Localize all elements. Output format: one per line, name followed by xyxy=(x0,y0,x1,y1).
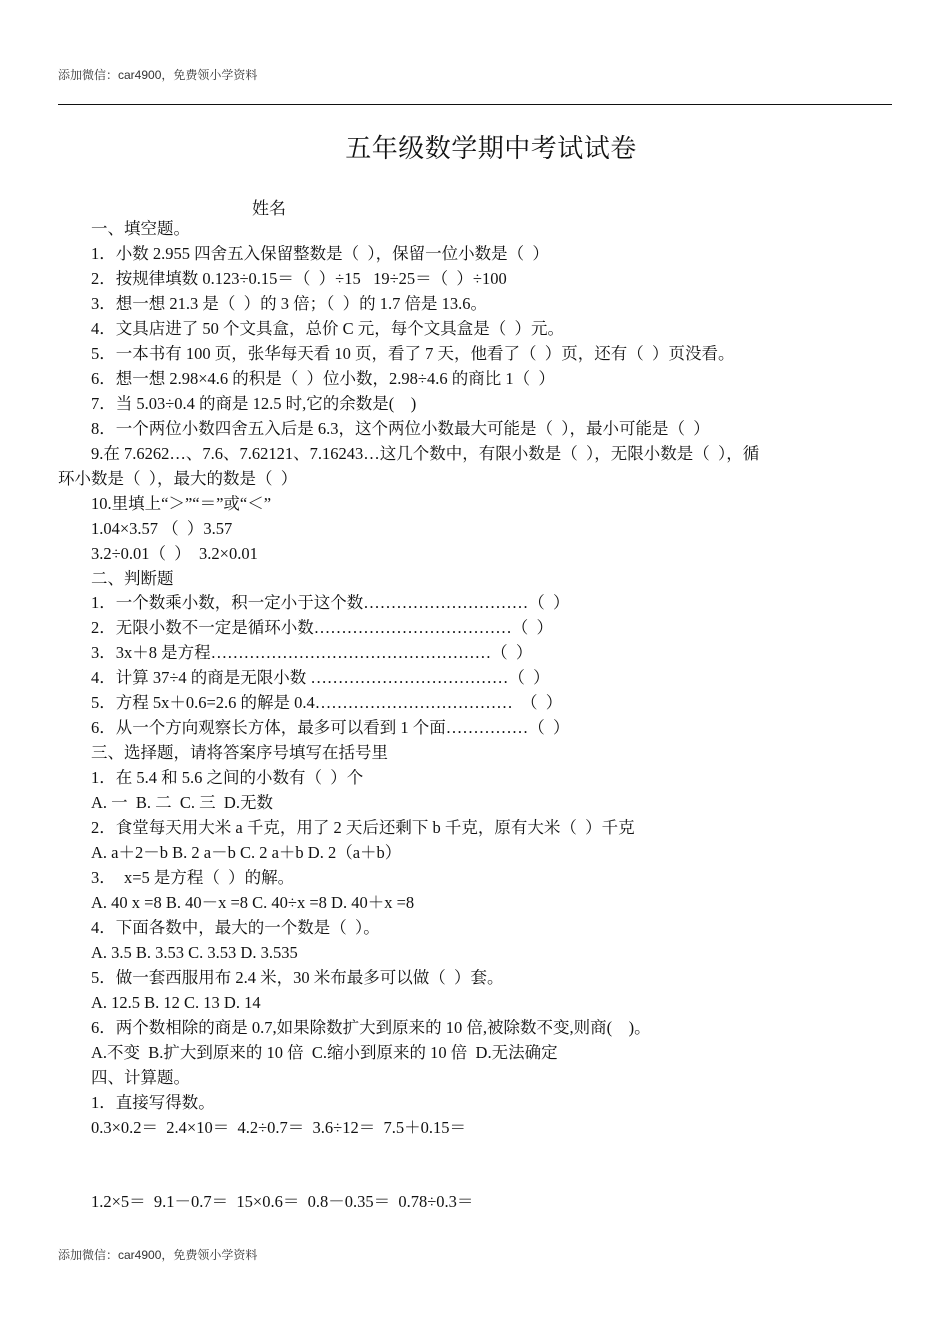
header-note: 添加微信：car4900，免费领小学资料 xyxy=(58,68,258,82)
section-fill-heading: 一、填空题。 xyxy=(91,219,190,238)
question-line-continued: 环小数是（ ），最大的数是（ ） xyxy=(58,469,298,488)
question-line: 1.04×3.57 （ ）3.57 xyxy=(91,519,233,538)
question-line: 1．在 5.4 和 5.6 之间的小数有（ ）个 xyxy=(91,768,364,787)
question-line: 3． x=5 是方程（ ）的解。 xyxy=(91,868,295,887)
answer-options: A. 一 B. 二 C. 三 D.无数 xyxy=(91,793,273,812)
question-line: 2．食堂每天用大米 a 千克，用了 2 天后还剩下 b 千克，原有大米（ ）千克 xyxy=(91,818,635,837)
question-line: 5．方程 5x＋0.6=2.6 的解是 0.4……………………………… （ ） xyxy=(91,693,563,712)
question-line: 1．直接写得数。 xyxy=(91,1093,215,1112)
question-line: 10.里填上“＞”“＝”或“＜” xyxy=(91,494,272,513)
question-line: 8．一个两位小数四舍五入后是 6.3，这个两位小数最大可能是（ ），最小可能是（ ） xyxy=(91,419,710,438)
question-line: 7．当 5.03÷0.4 的商是 12.5 时,它的余数是( ) xyxy=(91,394,417,413)
question-line: 3.2÷0.01（ ） 3.2×0.01 xyxy=(91,544,258,563)
header-divider xyxy=(58,104,892,105)
question-line: 3．想一想 21.3 是（ ）的 3 倍；（ ）的 1.7 倍是 13.6。 xyxy=(91,294,487,313)
question-line: 6．想一想 2.98×4.6 的积是（ ）位小数，2.98÷4.6 的商比 1（ ） xyxy=(91,369,555,388)
section-choice-heading: 三、选择题，请将答案序号填写在括号里 xyxy=(91,743,388,762)
question-line: 1．小数 2.955 四舍五入保留整数是（ ），保留一位小数是（ ） xyxy=(91,244,549,263)
answer-options: A. 3.5 B. 3.53 C. 3.53 D. 3.535 xyxy=(91,943,298,962)
question-line: 5．一本书有 100 页，张华每天看 10 页，看了 7 天，他看了（ ）页，还有（ ）页没看。 xyxy=(91,344,735,363)
question-line: 3．3x＋8 是方程……………………………………………（ ） xyxy=(91,643,533,662)
answer-options: A.不变 B.扩大到原来的 10 倍 C.缩小到原来的 10 倍 D.无法确定 xyxy=(91,1043,558,1062)
question-line: 4．计算 37÷4 的商是无限小数 ………………………………（ ） xyxy=(91,668,550,687)
answer-options: A. 12.5 B. 12 C. 13 D. 14 xyxy=(91,993,261,1012)
answer-options: A. 40 x =8 B. 40－x =8 C. 40÷x =8 D. 40＋x =8 xyxy=(91,893,415,912)
question-line: 2．无限小数不一定是循环小数………………………………（ ） xyxy=(91,618,553,637)
calc-row: 0.3×0.2＝ 2.4×10＝ 4.2÷0.7＝ 3.6÷12＝ 7.5＋0.15＝ xyxy=(91,1118,466,1137)
section-judge-heading: 二、判断题 xyxy=(91,569,174,588)
page-title: 五年级数学期中考试试卷 xyxy=(345,134,637,163)
question-line: 5．做一套西服用布 2.4 米，30 米布最多可以做（ ）套。 xyxy=(91,968,504,987)
question-line: 4．下面各数中，最大的一个数是（ ）。 xyxy=(91,918,380,937)
question-line: 2．按规律填数 0.123÷0.15＝（ ）÷15 19÷25＝（ ）÷100 xyxy=(91,269,507,288)
name-label: 姓名 xyxy=(252,199,286,218)
question-line: 1．一个数乘小数，积一定小于这个数…………………………（ ） xyxy=(91,593,570,612)
question-line: 4．文具店进了 50 个文具盒，总价 C 元，每个文具盒是（ ）元。 xyxy=(91,319,565,338)
question-line: 9.在 7.6262…、7.6、7.62121、7.16243…这几个数中，有限小数是（ ），无限小数是（ ），循 xyxy=(91,444,760,463)
answer-options: A. a＋2－b B. 2 a－b C. 2 a＋b D. 2（a＋b） xyxy=(91,843,402,862)
calc-row: 1.2×5＝ 9.1－0.7＝ 15×0.6＝ 0.8－0.35＝ 0.78÷0.3＝ xyxy=(91,1192,474,1211)
question-line: 6．从一个方向观察长方体，最多可以看到 1 个面……………（ ） xyxy=(91,718,570,737)
question-line: 6．两个数相除的商是 0.7,如果除数扩大到原来的 10 倍,被除数不变,则商( )。 xyxy=(91,1018,651,1037)
section-calc-heading: 四、计算题。 xyxy=(91,1068,190,1087)
footer-note: 添加微信：car4900，免费领小学资料 xyxy=(58,1248,258,1262)
